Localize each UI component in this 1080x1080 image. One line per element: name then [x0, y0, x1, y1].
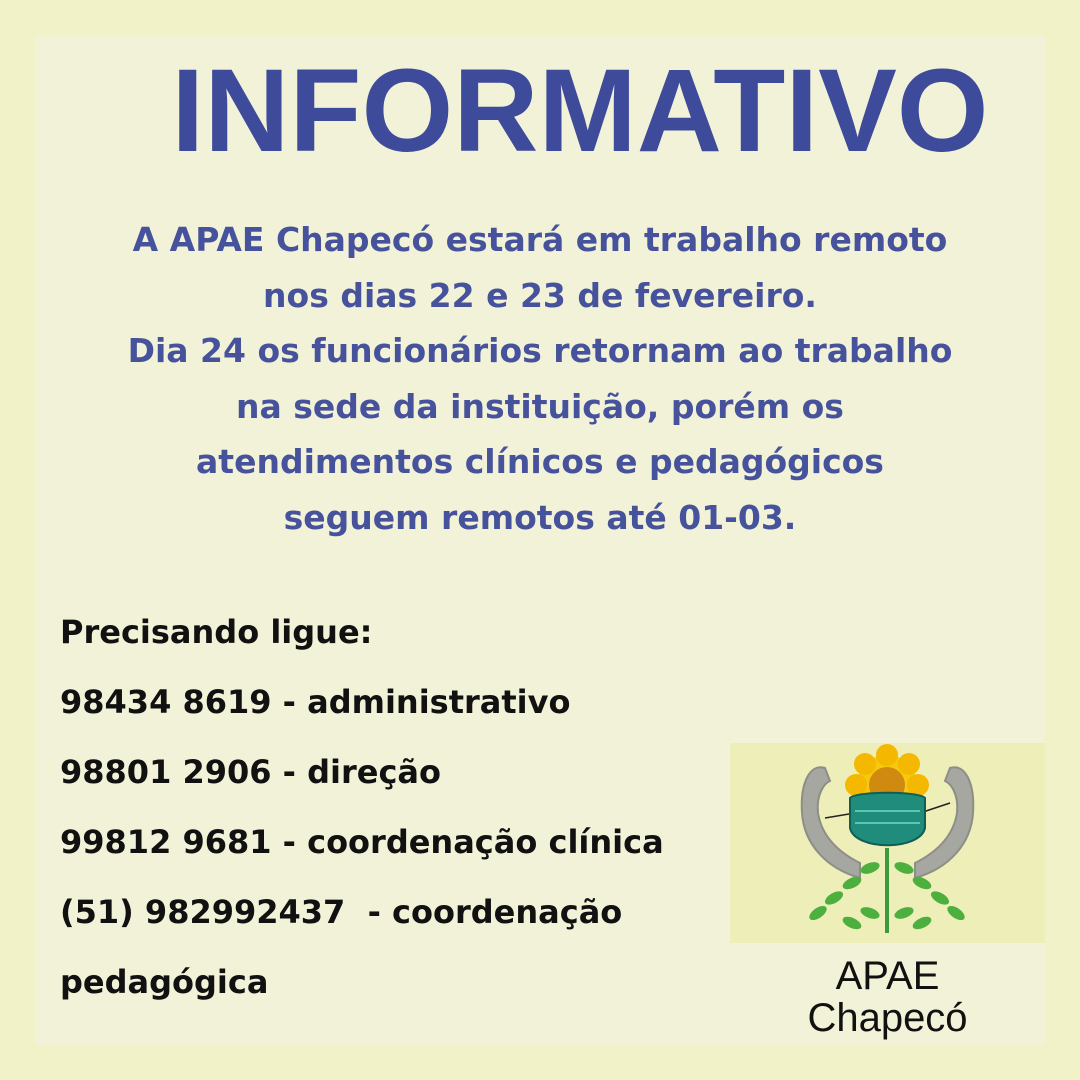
apae-logo-graphic	[730, 743, 1045, 943]
logo-caption	[730, 955, 1045, 1039]
notice-line: atendimentos clínicos e pedagógicos	[196, 442, 884, 481]
notice-line: nos dias 22 e 23 de fevereiro.	[263, 275, 817, 315]
logo-caption-line: Chapecó	[807, 996, 968, 1040]
contact-line-continuation: pedagógica	[60, 963, 269, 1001]
notice-line: seguem remotos até 01-03.	[283, 497, 797, 537]
notice-line: na sede da instituição, porém os	[236, 386, 844, 426]
notice-line: Dia 24 os funcionários retornam ao trabalho	[127, 331, 953, 370]
notice-line: A APAE Chapecó estará em trabalho remoto	[132, 220, 948, 259]
contact-heading: Precisando ligue:	[60, 613, 373, 651]
page-title: INFORMATIVO	[171, 45, 989, 177]
apae-logo-icon	[730, 743, 1045, 943]
notice-text	[0, 212, 1080, 545]
contact-list	[60, 597, 664, 1017]
contact-line-coordenacao-clinica: 99812 9681 - coordenação clínica	[60, 823, 664, 861]
contact-line-administrativo: 98434 8619 - administrativo	[60, 683, 571, 721]
contact-line-direcao: 98801 2906 - direção	[60, 753, 441, 791]
logo-caption-line: APAE	[835, 954, 940, 998]
contact-line-coordenacao-pedagogica: (51) 982992437 - coordenação	[60, 893, 623, 931]
mask-icon	[850, 793, 925, 846]
